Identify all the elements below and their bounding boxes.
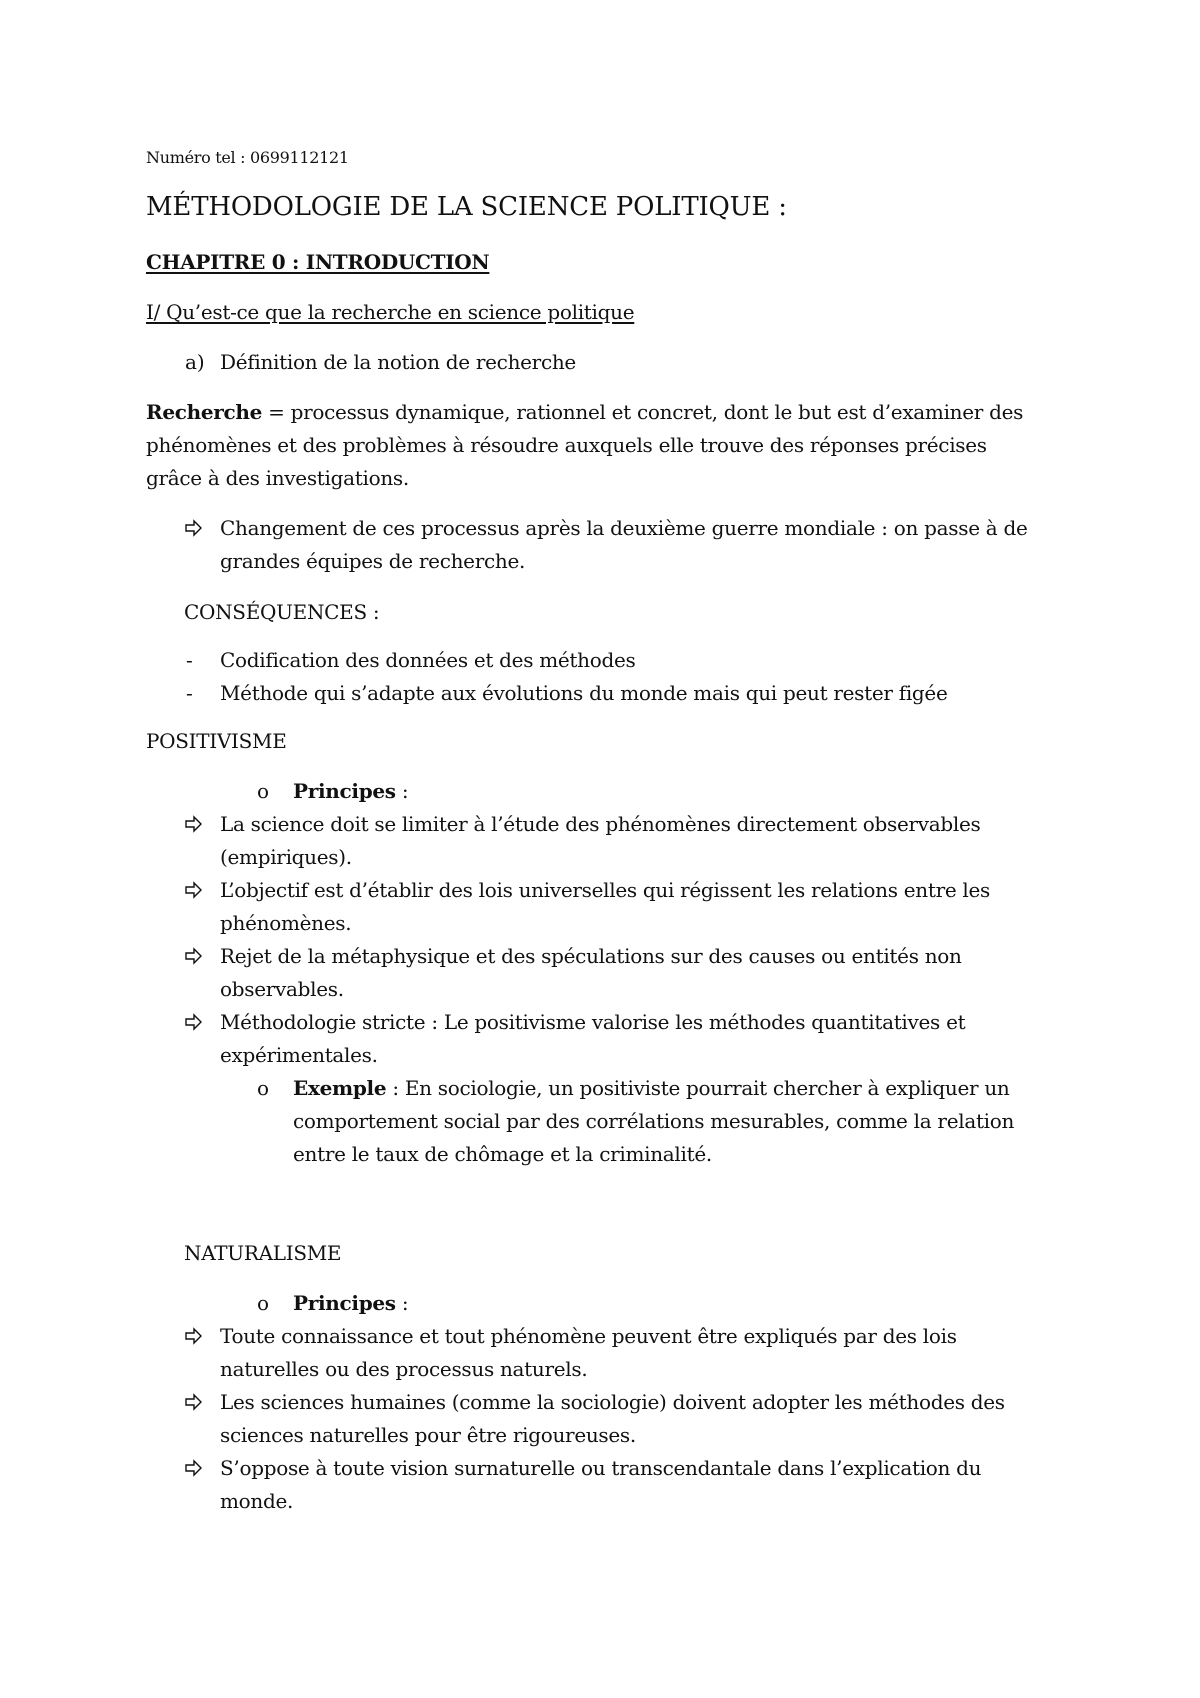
section-heading: I/ Qu’est-ce que la recherche en science politique [146,300,635,324]
subsection-heading: Définition de la notion de recherche [220,350,576,374]
circle-marker: o [257,1291,270,1315]
principes-colon: : [395,1291,409,1315]
positivisme-p2-line-1: L’objectif est d’établir des lois universelles qui régissent les relations entre les [220,878,991,902]
exemple-line-1 [293,1074,1010,1102]
changement-line-1: Changement de ces processus après la deuxième guerre mondiale : on passe à de [220,516,1028,540]
naturalisme-p3-line-2: monde. [220,1489,294,1513]
arrow-right-outline-icon [184,1322,204,1350]
arrow-right-outline-icon [184,876,204,904]
principes-label: Principes [293,779,396,803]
circle-marker: o [257,1076,270,1100]
arrow-right-outline-icon [184,810,204,838]
naturalisme-p1-line-1: Toute connaissance et tout phénomène peuvent être expliqués par des lois [220,1324,957,1348]
arrow-right-outline-icon [184,514,204,542]
arrow-right-outline-icon [184,1388,204,1416]
exemple-line-2: comportement social par des corrélations mesurables, comme la relation [293,1109,1015,1133]
recherche-line-3: grâce à des investigations. [146,466,409,490]
circle-marker: o [257,779,270,803]
consequence-item-2: Méthode qui s’adapte aux évolutions du monde mais qui peut rester figée [220,681,948,705]
positivisme-principes [293,777,408,805]
naturalisme-p3-line-1: S’oppose à toute vision surnaturelle ou transcendantale dans l’explication du [220,1456,982,1480]
positivisme-p1-line-1: La science doit se limiter à l’étude des phénomènes directement observables [220,812,981,836]
recherche-text: = processus dynamique, rationnel et concret, dont le but est d’examiner des [262,400,1024,424]
changement-line-2: grandes équipes de recherche. [220,549,526,573]
positivisme-p2-line-2: phénomènes. [220,911,352,935]
exemple-label: Exemple [293,1076,387,1100]
principes-colon: : [395,779,409,803]
dash-marker: - [186,648,193,672]
positivisme-p3-line-1: Rejet de la métaphysique et des spéculations sur des causes ou entités non [220,944,962,968]
positivisme-p4-line-1: Méthodologie stricte : Le positivisme valorise les méthodes quantitatives et [220,1010,966,1034]
dash-marker: - [186,681,193,705]
recherche-definition-line [146,398,1023,426]
positivisme-p3-line-2: observables. [220,977,344,1001]
positivisme-heading: POSITIVISME [146,729,287,753]
arrow-right-outline-icon [184,942,204,970]
naturalisme-heading: NATURALISME [184,1241,342,1265]
recherche-line-2: phénomènes et des problèmes à résoudre auxquels elle trouve des réponses précises [146,433,987,457]
naturalisme-p2-line-2: sciences naturelles pour être rigoureuses. [220,1423,636,1447]
positivisme-p1-line-2: (empiriques). [220,845,352,869]
page-title: MÉTHODOLOGIE DE LA SCIENCE POLITIQUE : [146,192,787,222]
exemple-line-3: entre le taux de chômage et la criminalité. [293,1142,712,1166]
naturalisme-p2-line-1: Les sciences humaines (comme la sociologie) doivent adopter les méthodes des [220,1390,1005,1414]
positivisme-p4-line-2: expérimentales. [220,1043,378,1067]
phone-number: Numéro tel : 0699112121 [146,148,349,167]
naturalisme-p1-line-2: naturelles ou des processus naturels. [220,1357,588,1381]
consequences-heading: CONSÉQUENCES : [184,600,380,624]
chapter-heading: CHAPITRE 0 : INTRODUCTION [146,250,490,274]
naturalisme-principes [293,1289,408,1317]
list-marker-a: a) [185,350,205,374]
arrow-right-outline-icon [184,1454,204,1482]
recherche-term: Recherche [146,400,263,424]
arrow-right-outline-icon [184,1008,204,1036]
consequence-item-1: Codification des données et des méthodes [220,648,636,672]
principes-label: Principes [293,1291,396,1315]
exemple-text: : En sociologie, un positiviste pourrait chercher à expliquer un [386,1076,1010,1100]
